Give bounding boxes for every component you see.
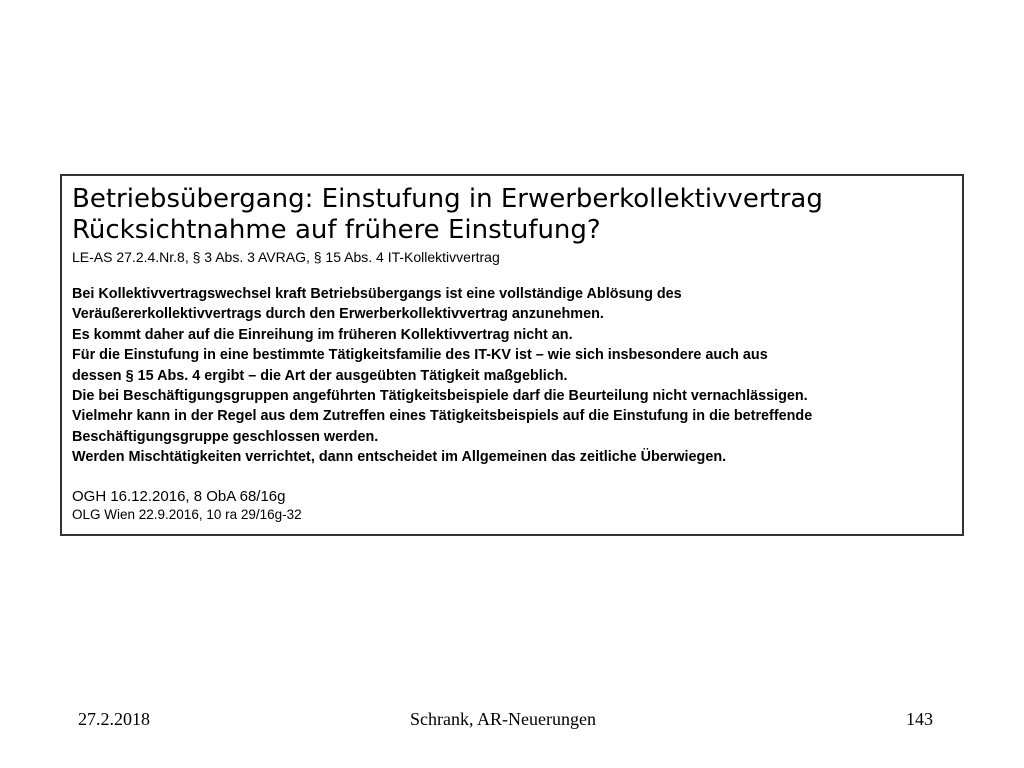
summary-line-8: Beschäftigungsgruppe geschlossen werden. [72, 428, 379, 445]
footer-author-topic: Schrank, AR-Neuerungen [410, 709, 596, 729]
summary-line-1: Bei Kollektivvertragswechsel kraft Betriebsübergangs ist eine vollständige Ablösung des [72, 286, 682, 302]
reference-ogh: OGH 16.12.2016, 8 ObA 68/16g [72, 487, 286, 505]
slide-number: 143 [906, 709, 933, 729]
summary-line-7: Vielmehr kann in der Regel aus dem Zutreffen eines Tätigkeitsbeispiels auf die Einstufung in die betreffende [72, 408, 813, 425]
ruling-summary [72, 284, 952, 468]
slide-title-line-2: Rücksichtnahme auf frühere Einstufung? [72, 215, 601, 245]
summary-line-9: Werden Mischtätigkeiten verrichtet, dann entscheidet im Allgemeinen das zeitliche Überwiegen. [72, 449, 727, 466]
summary-line-3: Es kommt daher auf die Einreihung im früheren Kollektivvertrag nicht an. [72, 326, 573, 343]
slide-title-line-1: Betriebsübergang: Einstufung in Erwerberkollektivvertrag [72, 184, 823, 214]
summary-line-2: Veräußererkollektivvertrags durch den Erwerberkollektivvertrag anzunehmen. [72, 306, 604, 323]
summary-line-6: Die bei Beschäftigungsgruppen angeführten Tätigkeitsbeispiele darf die Beurteilung nicht vernachlässigen. [72, 388, 808, 405]
summary-line-4: Für die Einstufung in eine bestimmte Tätigkeitsfamilie des IT-KV ist – wie sich insbesondere auch aus [72, 347, 768, 364]
summary-line-5: dessen § 15 Abs. 4 ergibt – die Art der ausgeübten Tätigkeit maßgeblich. [72, 367, 568, 384]
footer-date: 27.2.2018 [78, 709, 150, 729]
legal-citation: LE-AS 27.2.4.Nr.8, § 3 Abs. 3 AVRAG, § 15 Abs. 4 IT-Kollektivvertrag [72, 249, 500, 265]
court-references [72, 487, 952, 524]
content-box [60, 174, 964, 536]
reference-olg: OLG Wien 22.9.2016, 10 ra 29/16g-32 [72, 506, 302, 522]
